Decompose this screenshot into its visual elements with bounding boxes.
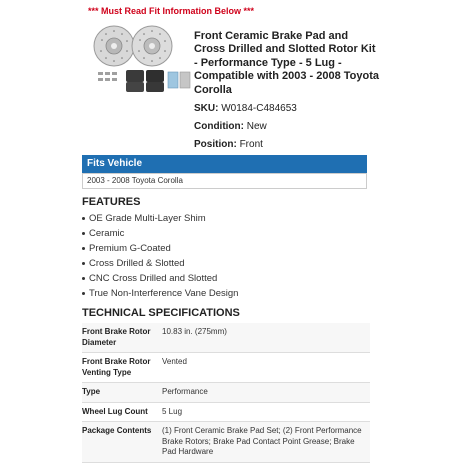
- fits-vehicle-item: 2003 - 2008 Toyota Corolla: [82, 173, 367, 189]
- product-title: Front Ceramic Brake Pad and Cross Drilled and Slotted Rotor Kit - Performance Type - 5 Lug - Compatible with 2003 - 2008 Toyota Corolla: [194, 30, 380, 96]
- spec-key: Front Brake Rotor Diameter: [82, 323, 162, 353]
- spec-value: Vented: [162, 353, 370, 383]
- fit-info-notice: *** Must Read Fit Information Below ***: [88, 6, 255, 16]
- table-row: [82, 353, 370, 383]
- product-info: [194, 30, 380, 175]
- feature-item: True Non-Interference Vane Design: [82, 286, 372, 301]
- position-row: [194, 139, 380, 151]
- sku-row: [194, 103, 380, 115]
- product-image[interactable]: [84, 24, 194, 96]
- spec-value: (1) Front Ceramic Brake Pad Set; (2) Front Performance Brake Rotors; Brake Pad Contact Point Grease; Brake Pad Hardware: [162, 422, 370, 463]
- tech-specs-heading: TECHNICAL SPECIFICATIONS: [82, 307, 240, 319]
- feature-item: CNC Cross Drilled and Slotted: [82, 271, 372, 286]
- table-row: [82, 422, 370, 463]
- brake-pad-icon: [126, 70, 164, 92]
- spec-value: Performance: [162, 383, 370, 403]
- grease-packet-icon: [168, 72, 190, 88]
- sku-value: W0184-C484653: [221, 103, 297, 115]
- spec-key: Package Contents: [82, 422, 162, 463]
- spec-key: Front Brake Rotor Venting Type: [82, 353, 162, 383]
- condition-value: New: [246, 121, 267, 133]
- feature-item: Premium G-Coated: [82, 241, 372, 256]
- brake-rotor-icon: [132, 26, 172, 66]
- fits-vehicle-header: Fits Vehicle: [82, 155, 367, 173]
- spec-key: Type: [82, 383, 162, 403]
- table-row: [82, 323, 370, 353]
- table-row: [82, 402, 370, 422]
- feature-item: Cross Drilled & Slotted: [82, 256, 372, 271]
- feature-item: Ceramic: [82, 226, 372, 241]
- tech-specs-table: [82, 323, 370, 463]
- feature-item: OE Grade Multi-Layer Shim: [82, 211, 372, 226]
- features-list: [82, 211, 372, 301]
- condition-row: [194, 121, 380, 133]
- hardware-icon: [98, 72, 117, 81]
- position-value: Front: [239, 139, 263, 151]
- sku-label: SKU:: [194, 103, 219, 115]
- spec-key: Wheel Lug Count: [82, 402, 162, 422]
- features-heading: FEATURES: [82, 196, 141, 208]
- table-row: [82, 383, 370, 403]
- position-label: Position:: [194, 139, 237, 151]
- spec-value: 10.83 in. (275mm): [162, 323, 370, 353]
- condition-label: Condition:: [194, 121, 244, 133]
- spec-value: 5 Lug: [162, 402, 370, 422]
- brake-rotor-icon: [94, 26, 134, 66]
